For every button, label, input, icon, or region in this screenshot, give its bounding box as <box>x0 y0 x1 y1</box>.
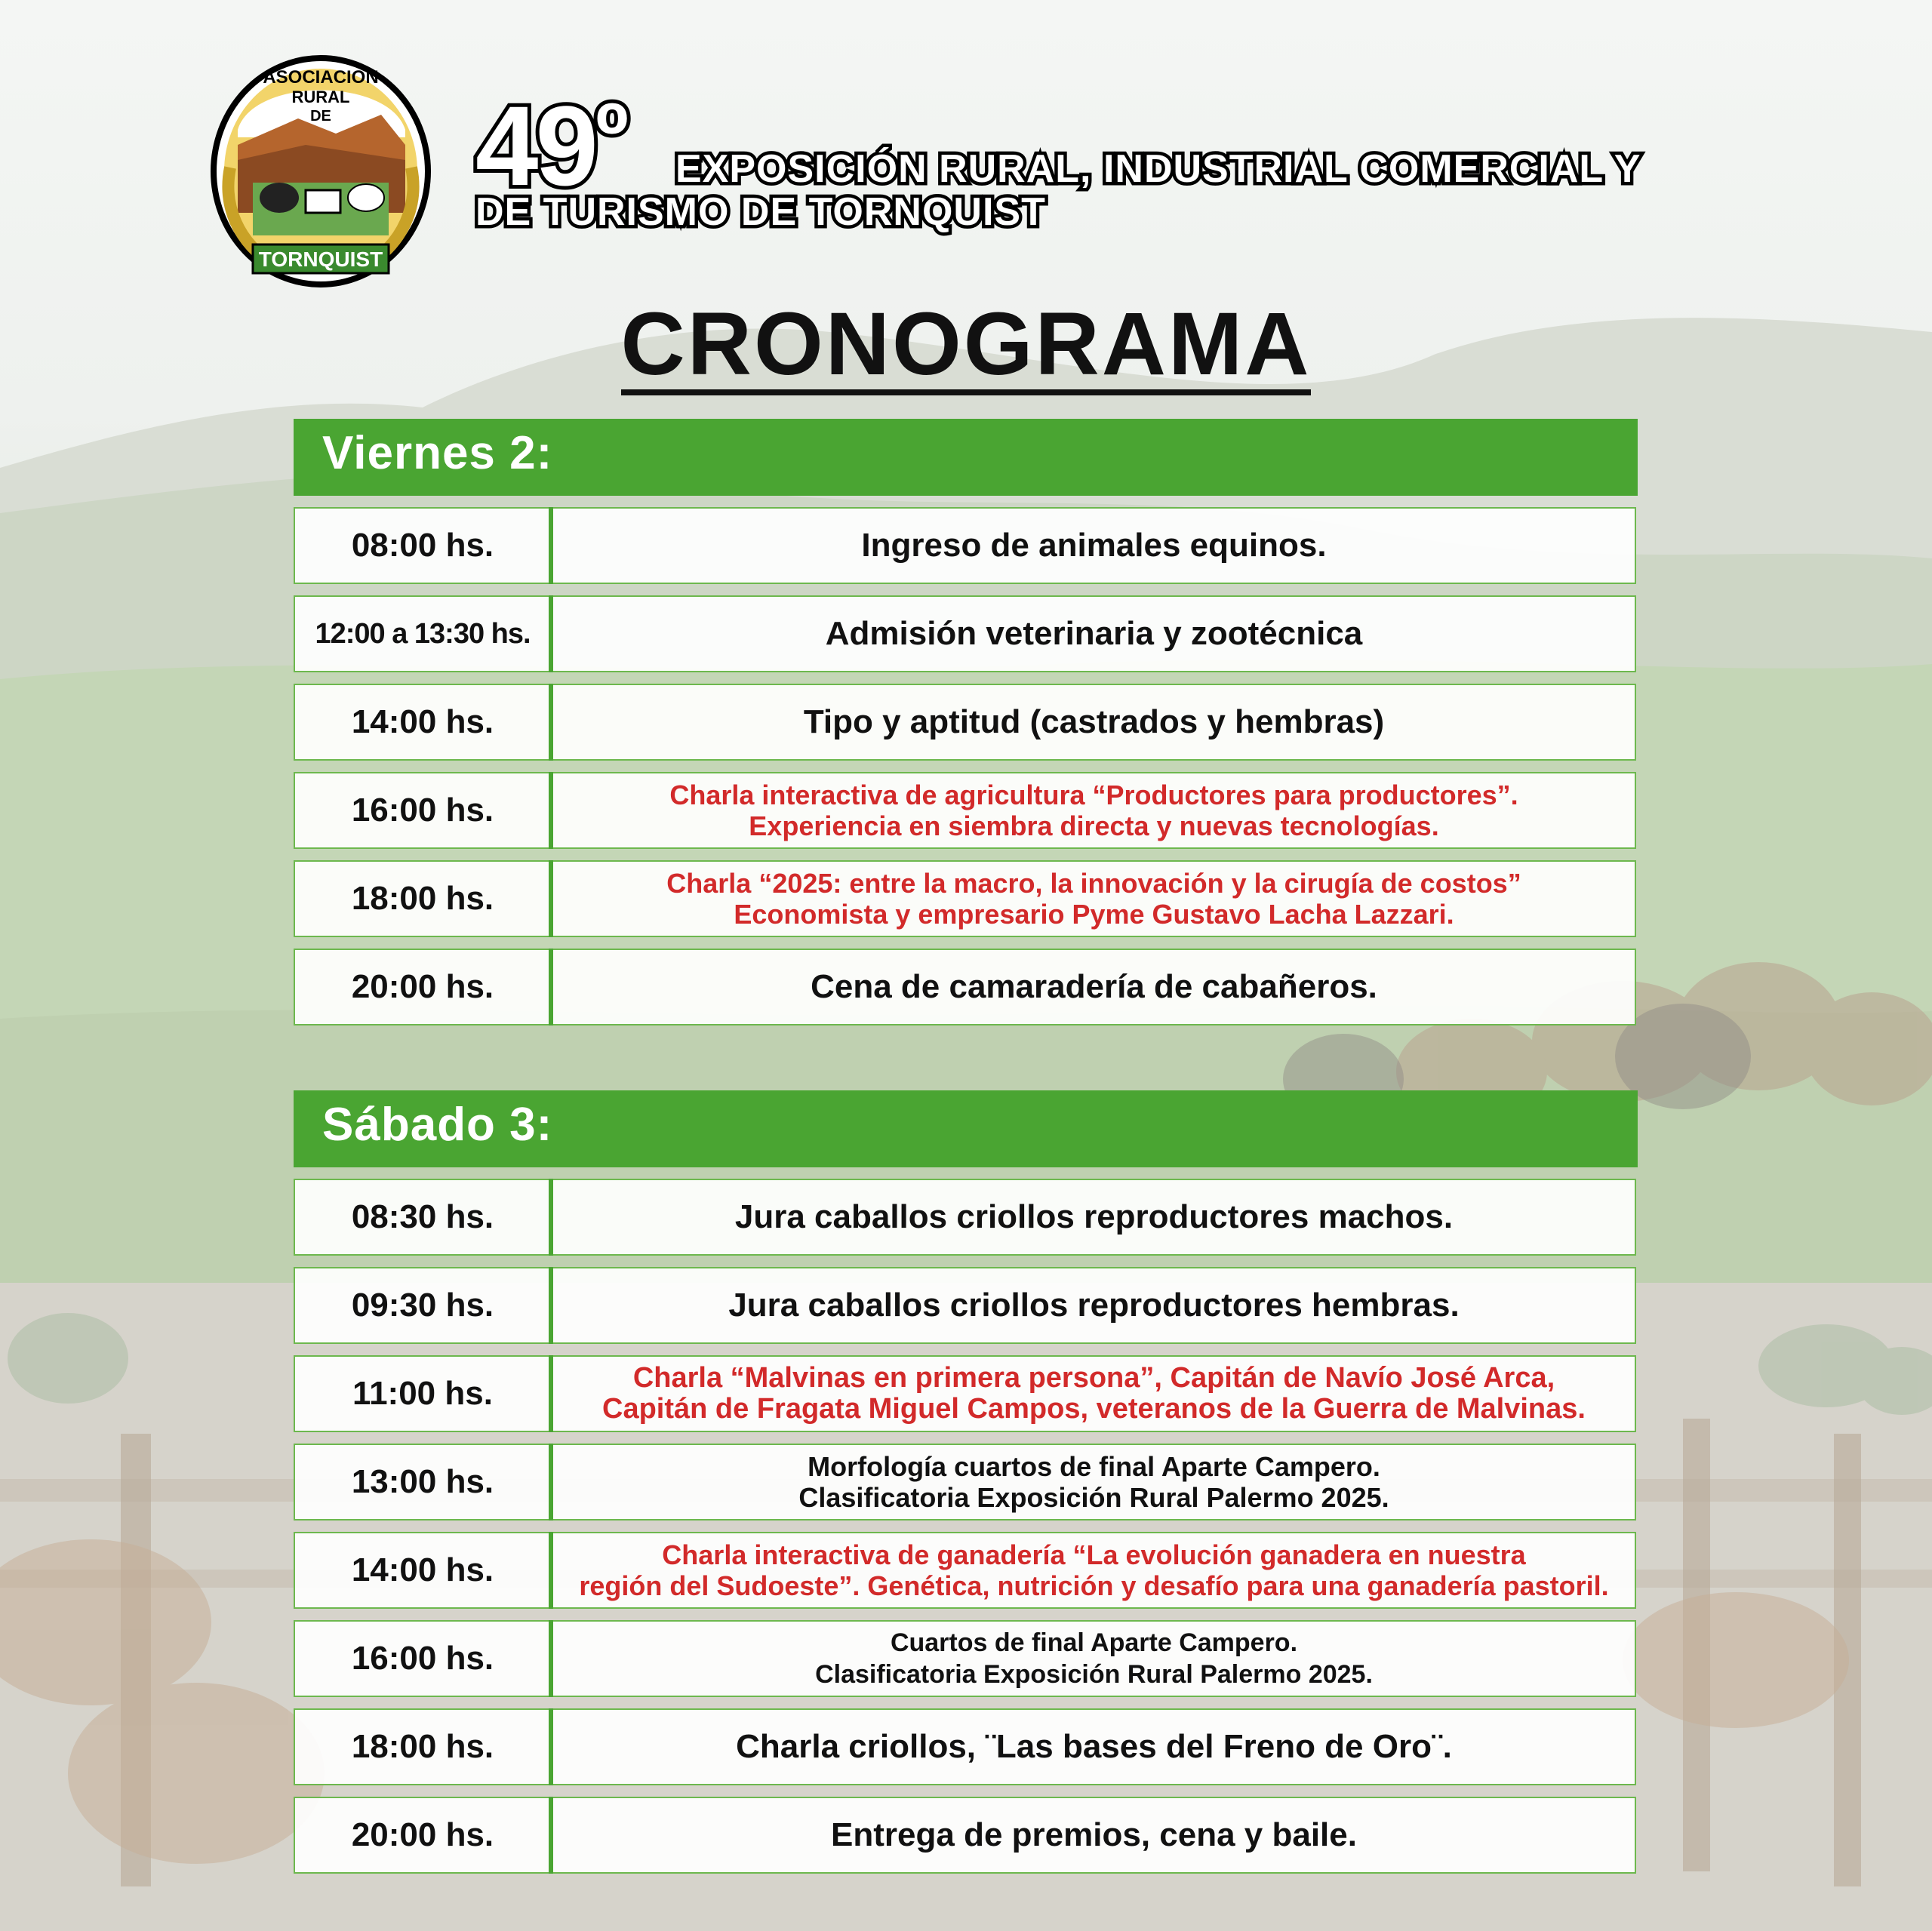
row-time: 09:30 hs. <box>294 1267 550 1344</box>
schedule-row <box>294 595 1638 672</box>
logo-emblem <box>208 47 434 288</box>
svg-text:RURAL: RURAL <box>291 88 350 106</box>
svg-text:TORNQUIST: TORNQUIST <box>258 248 383 271</box>
event-title-line2: DE TURISMO DE TORNQUIST <box>475 190 1046 234</box>
row-time: 16:00 hs. <box>294 772 550 849</box>
row-description: Cuartos de final Aparte Campero. Clasificatoria Exposición Rural Palermo 2025. <box>553 1620 1636 1697</box>
svg-text:ASOCIACION: ASOCIACION <box>263 67 379 88</box>
row-description: Charla “Malvinas en primera persona”, Capitán de Navío José Arca, Capitán de Fragata Miguel Campos, veteranos de la Guerra de Malvinas. <box>553 1355 1636 1432</box>
row-description: Tipo y aptitud (castrados y hembras) <box>553 684 1636 761</box>
row-description: Cena de camaradería de cabañeros. <box>553 949 1636 1025</box>
row-time: 12:00 a 13:30 hs. <box>294 595 550 672</box>
day-header-viernes: Viernes 2: <box>294 419 1638 496</box>
row-description: Ingreso de animales equinos. <box>553 507 1636 584</box>
row-time: 18:00 hs. <box>294 860 550 937</box>
schedule-row <box>294 1708 1638 1785</box>
row-time: 18:00 hs. <box>294 1708 550 1785</box>
event-title-line1: EXPOSICIÓN RURAL, INDUSTRIAL COMERCIAL Y <box>675 147 1641 191</box>
row-time: 20:00 hs. <box>294 1797 550 1874</box>
page-title: CRONOGRAMA <box>620 294 1312 394</box>
schedule-row <box>294 1532 1638 1609</box>
row-time: 11:00 hs. <box>294 1355 550 1432</box>
row-description: Morfología cuartos de final Aparte Campero. Clasificatoria Exposición Rural Palermo 2025. <box>553 1444 1636 1521</box>
schedule-row <box>294 949 1638 1025</box>
row-time: 13:00 hs. <box>294 1444 550 1521</box>
schedule-row <box>294 684 1638 761</box>
row-description: Jura caballos criollos reproductores machos. <box>553 1179 1636 1256</box>
day-header-sabado: Sábado 3: <box>294 1090 1638 1167</box>
schedule-row <box>294 860 1638 937</box>
row-time: 14:00 hs. <box>294 684 550 761</box>
row-description: Charla “2025: entre la macro, la innovación y la cirugía de costos” Economista y empresario Pyme Gustavo Lacha Lazzari. <box>553 860 1636 937</box>
schedule-row <box>294 1797 1638 1874</box>
schedule-row <box>294 1444 1638 1521</box>
schedule-row <box>294 772 1638 849</box>
row-description: Charla interactiva de ganadería “La evolución ganadera en nuestra región del Sudoeste”. Genética, nutrición y desafío para una ganadería pastoril. <box>553 1532 1636 1609</box>
row-description: Entrega de premios, cena y baile. <box>553 1797 1636 1874</box>
asociacion-rural-logo <box>208 47 434 288</box>
row-time: 20:00 hs. <box>294 949 550 1025</box>
schedule-row <box>294 1267 1638 1344</box>
row-time: 16:00 hs. <box>294 1620 550 1697</box>
row-time: 08:00 hs. <box>294 507 550 584</box>
row-time: 14:00 hs. <box>294 1532 550 1609</box>
row-description: Charla interactiva de agricultura “Productores para productores”. Experiencia en siembra directa y nuevas tecnologías. <box>553 772 1636 849</box>
row-description: Jura caballos criollos reproductores hembras. <box>553 1267 1636 1344</box>
schedule-row <box>294 1355 1638 1432</box>
row-description: Charla criollos, ¨Las bases del Freno de Oro¨. <box>553 1708 1636 1785</box>
svg-text:DE: DE <box>310 108 331 125</box>
schedule-row <box>294 1179 1638 1256</box>
row-time: 08:30 hs. <box>294 1179 550 1256</box>
edition-number: $49^º$ <box>475 82 626 209</box>
schedule-row <box>294 507 1638 584</box>
row-description: Admisión veterinaria y zootécnica <box>553 595 1636 672</box>
schedule-row <box>294 1620 1638 1697</box>
